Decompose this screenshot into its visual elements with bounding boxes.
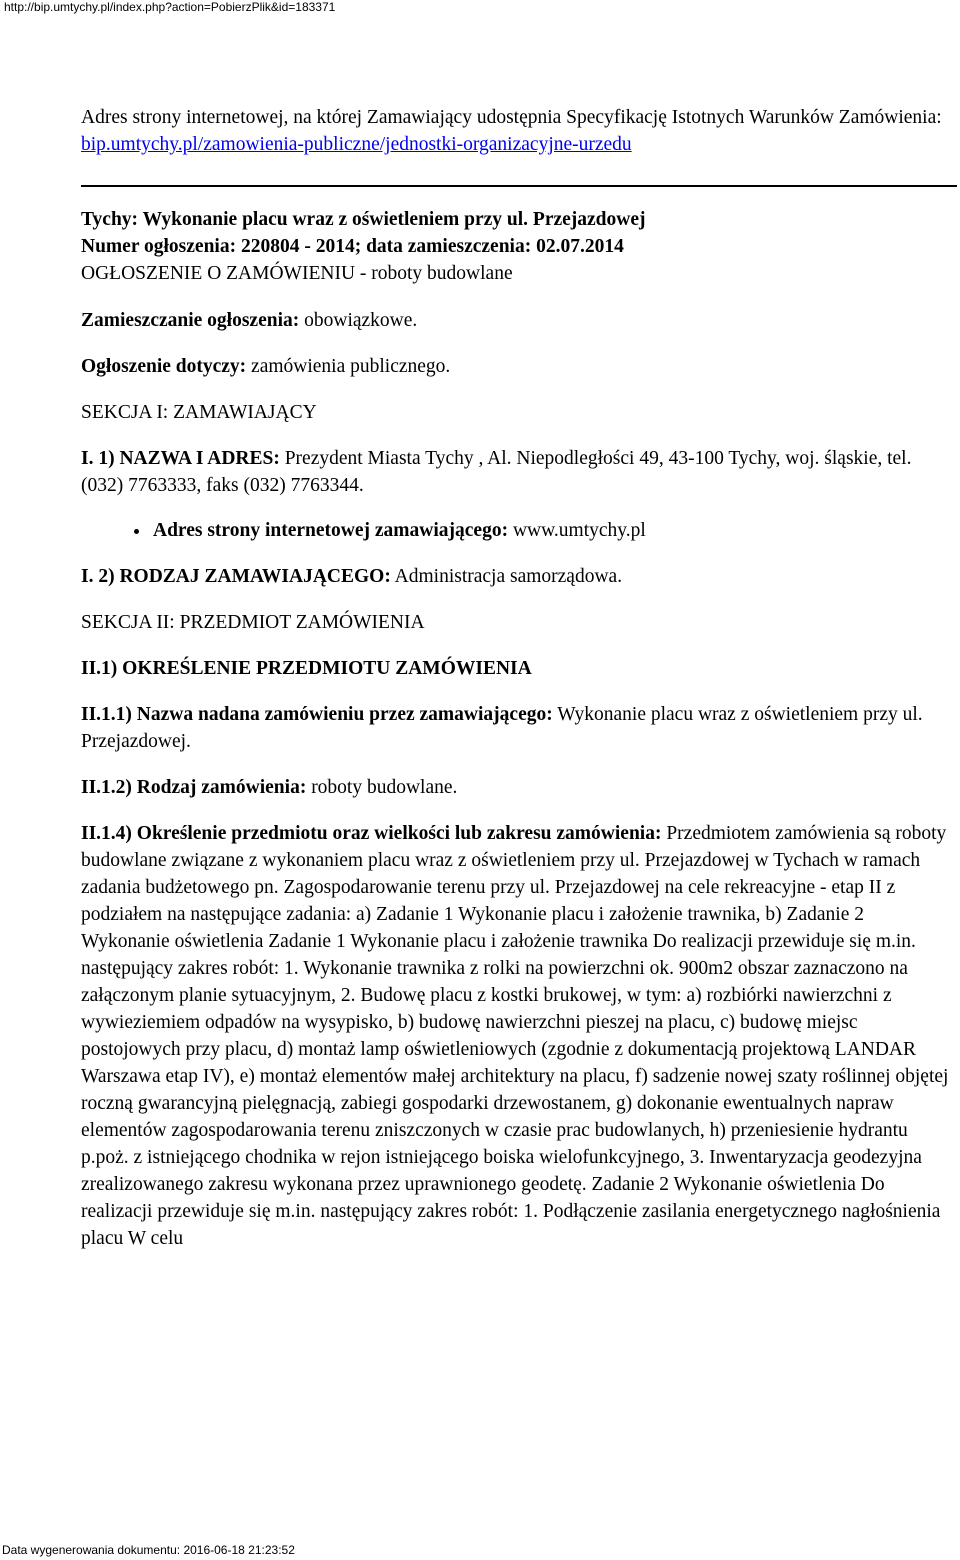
- document-body: [81, 104, 957, 1252]
- intro-text: Adres strony internetowej, na której Zamawiający udostępnia Specyfikację Istotnych Warunków Zamówienia:: [81, 107, 942, 128]
- nazwa-zamowienia-label: II.1.1) Nazwa nadana zamówieniu przez zamawiającego:: [81, 704, 553, 725]
- document-url-header: http://bip.umtychy.pl/index.php?action=PobierzPlik&id=183371: [4, 0, 336, 14]
- website-label: Adres strony internetowej zamawiającego:: [153, 520, 509, 541]
- section-1-heading: SEKCJA I: ZAMAWIAJĄCY: [81, 402, 317, 423]
- title-line-2: Numer ogłoszenia: 220804 - 2014; data zamieszczenia: 02.07.2014: [81, 236, 624, 257]
- field-dotyczy: [81, 353, 957, 380]
- field-nazwa-adres: [81, 445, 957, 499]
- generation-date-footer: Data wygenerowania dokumentu: 2016-06-18 21:23:52: [2, 1543, 295, 1557]
- rodzaj-zamawiajacego-value: Administracja samorządowa.: [394, 566, 623, 587]
- field-nazwa-zamowienia: [81, 701, 957, 755]
- opis-przedmiotu-label: II.1.4) Określenie przedmiotu oraz wielkości lub zakresu zamówienia:: [81, 823, 662, 844]
- nazwa-zamowienia-value: Wykonanie placu wraz z oświetleniem przy ul. Przejazdowej.: [81, 704, 923, 752]
- rodzaj-zamowienia-label: II.1.2) Rodzaj zamówienia:: [81, 777, 307, 798]
- title-line-1: Tychy: Wykonanie placu wraz z oświetleniem przy ul. Przejazdowej: [81, 209, 646, 230]
- nazwa-adres-value: Prezydent Miasta Tychy , Al. Niepodległości 49, 43-100 Tychy, woj. śląskie, tel. (032) 7763333, faks (032) 7763344.: [81, 448, 912, 496]
- field-rodzaj-zamawiajacego: [81, 563, 957, 590]
- field-opis-przedmiotu: [81, 820, 957, 1252]
- website-bullet-item: [151, 517, 957, 544]
- zamieszczanie-label: Zamieszczanie ogłoszenia:: [81, 310, 300, 331]
- rodzaj-zamowienia-value: roboty budowlane.: [311, 777, 458, 798]
- website-value: www.umtychy.pl: [512, 520, 646, 541]
- field-rodzaj-zamowienia: [81, 774, 957, 801]
- nazwa-adres-label: I. 1) NAZWA I ADRES:: [81, 448, 280, 469]
- notice-title: [81, 206, 957, 287]
- zamieszczanie-value: obowiązkowe.: [304, 310, 418, 331]
- field-zamieszczanie: [81, 307, 957, 334]
- dotyczy-label: Ogłoszenie dotyczy:: [81, 356, 247, 377]
- okreslenie-heading: II.1) OKREŚLENIE PRZEDMIOTU ZAMÓWIENIA: [81, 658, 532, 679]
- dotyczy-value: zamówienia publicznego.: [251, 356, 451, 377]
- horizontal-divider: [81, 185, 957, 187]
- section-2-heading: SEKCJA II: PRZEDMIOT ZAMÓWIENIA: [81, 612, 425, 633]
- opis-przedmiotu-value: Przedmiotem zamówienia są roboty budowlane związane z wykonaniem placu wraz z oświetleniem przy ul. Przejazdowej w Tychach w ramach zadania budżetowego pn. Zagospodarowanie terenu przy ul. Przejazdowej na cele rekreacyjne - etap II z podziałem na następujące zadania: a) Zadanie 1 Wykonanie placu i założenie trawnika, b) Zadanie 2 Wykonanie oświetlenia Zadanie 1 Wykonanie placu i założenie trawnika Do realizacji przewiduje się m.in. następujący zakres robót: 1. Wykonanie trawnika z rolki na powierzchni ok. 900m2 obszar zaznaczono na załączonym planie sytuacyjnym, 2. Budowę placu z kostki brukowej, w tym: a) rozbiórki nawierzchni z wywieziemiem odpadów na wysypisko, b) budowę nawierzchni pieszej na placu, c) budowę miejsc postojowych przy placu, d) montaż lamp oświetleniowych (zgodnie z dokumentacją projektową LANDAR Warszawa etap IV), e) montaż elementów małej architektury na placu, f) sadzenie nowej szaty roślinnej objętej roczną gwarancyjną pielęgnacją, zabiegi gospodarki drzewostanem, g) dokonanie ewentualnych napraw elementów zagospodarowania terenu zniszczonych w czasie prac budowlanych, h) przeniesienie hydrantu p.poż. z istniejącego chodnika w rejon istniejącego boiska wielofunkcyjnego, 3. Inwentaryzacja geodezyjna zrealizowanego zakresu wykonana przez uprawnionego geodetę. Zadanie 2 Wykonanie oświetlenia Do realizacji przewiduje się m.in. następujący zakres robót: 1. Podłączenie zasilania energetycznego nagłośnienia placu W celu: [81, 823, 949, 1249]
- section-2-1-heading: [81, 655, 957, 682]
- rodzaj-zamawiajacego-label: I. 2) RODZAJ ZAMAWIAJĄCEGO:: [81, 566, 391, 587]
- siwz-link[interactable]: bip.umtychy.pl/zamowienia-publiczne/jednostki-organizacyjne-urzedu: [81, 134, 632, 155]
- intro-paragraph: [81, 104, 957, 158]
- title-line-3: OGŁOSZENIE O ZAMÓWIENIU - roboty budowlane: [81, 263, 513, 284]
- website-bullet-list: [81, 517, 957, 544]
